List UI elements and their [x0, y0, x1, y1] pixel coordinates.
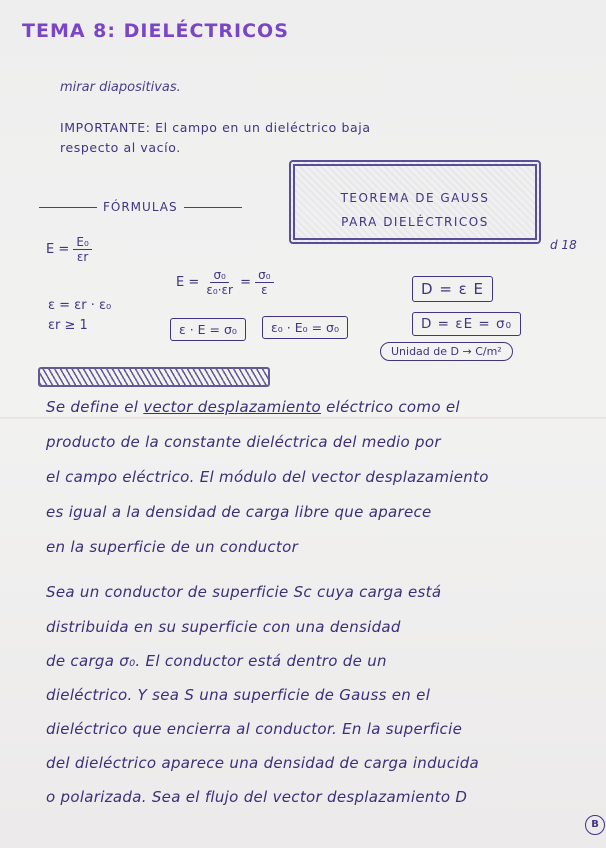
- formula-permittivity: ε = εr · ε₀: [48, 298, 112, 313]
- paragraph-line-7: distribuida en su superficie con una densidad: [46, 618, 401, 636]
- fraction-e0-er: [73, 235, 91, 264]
- paragraph-line-12: o polarizada. Sea el flujo del vector desplazamiento D: [46, 788, 468, 806]
- text-segment: eléctrico como el: [321, 398, 460, 416]
- important-note-line2: respecto al vacío.: [60, 140, 181, 155]
- header-rule-right: [184, 207, 242, 208]
- paragraph-line-11: del dieléctrico aparece una densidad de carga inducida: [46, 754, 480, 772]
- boxed-formula-displacement: D = ε E: [412, 276, 493, 302]
- paragraph-line-5: en la superficie de un conductor: [46, 538, 299, 556]
- fraction-denominator: εr: [76, 250, 89, 264]
- gauss-theorem-box: [289, 160, 541, 244]
- displacement-unit: Unidad de D → C/m²: [380, 342, 513, 361]
- formula-relative-permittivity: εr ≥ 1: [48, 318, 88, 333]
- fraction-numerator: σ₀: [255, 268, 273, 283]
- formula-e-lhs: E =: [46, 242, 70, 257]
- boxed-formula-eps-e: ε · E = σ₀: [170, 318, 246, 341]
- paragraph-line-10: dieléctrico que encierra al conductor. En la superficie: [46, 720, 463, 738]
- theorem-line1: TEOREMA DE GAUSS: [340, 191, 490, 205]
- important-note-line1: IMPORTANTE: El campo en un dieléctrico baja: [60, 120, 371, 135]
- formula-e-field-ratio: [46, 235, 92, 264]
- fraction-numerator: E₀: [73, 235, 91, 250]
- page-title: TEMA 8: DIELÉCTRICOS: [22, 20, 289, 42]
- paragraph-line-6: Sea un conductor de superficie Sc cuya carga está: [46, 583, 442, 601]
- paragraph-line-2: producto de la constante dieléctrica del medio por: [46, 433, 441, 451]
- formulas-header: [33, 200, 248, 214]
- slides-note: mirar diapositivas.: [60, 80, 181, 95]
- equals-sign: =: [240, 275, 251, 290]
- paragraph-line-8: de carga σ₀. El conductor está dentro de un: [46, 652, 387, 670]
- paragraph-line-1: [46, 398, 460, 416]
- page-number: B: [585, 815, 605, 835]
- formula-e2-lhs: E =: [176, 275, 200, 290]
- theorem-line2: PARA DIELÉCTRICOS: [341, 215, 489, 229]
- slide-reference: d 18: [550, 238, 577, 252]
- header-rule-left: [39, 207, 97, 208]
- underlined-term: vector desplazamiento: [143, 398, 322, 416]
- section-divider-hatch: [38, 367, 270, 387]
- boxed-formula-eps0-e0: ε₀ · E₀ = σ₀: [262, 316, 348, 339]
- paragraph-line-4: es igual a la densidad de carga libre que aparece: [46, 503, 432, 521]
- formula-e-sigma: [176, 268, 274, 297]
- paragraph-line-9: dieléctrico. Y sea S una superficie de Gauss en el: [46, 686, 431, 704]
- fraction-numerator: σ₀: [210, 268, 228, 283]
- fraction-denominator: ε₀·εr: [206, 283, 233, 297]
- fraction-denominator: ε: [261, 283, 268, 297]
- fraction-sigma-eps: [255, 268, 273, 297]
- formulas-header-label: FÓRMULAS: [103, 200, 178, 214]
- text-segment: Se define el: [46, 398, 144, 416]
- fraction-sigma-eps0-epsr: [203, 268, 236, 297]
- paragraph-line-3: el campo eléctrico. El módulo del vector desplazamiento: [46, 468, 489, 486]
- boxed-formula-displacement-sigma: D = εE = σ₀: [412, 312, 521, 336]
